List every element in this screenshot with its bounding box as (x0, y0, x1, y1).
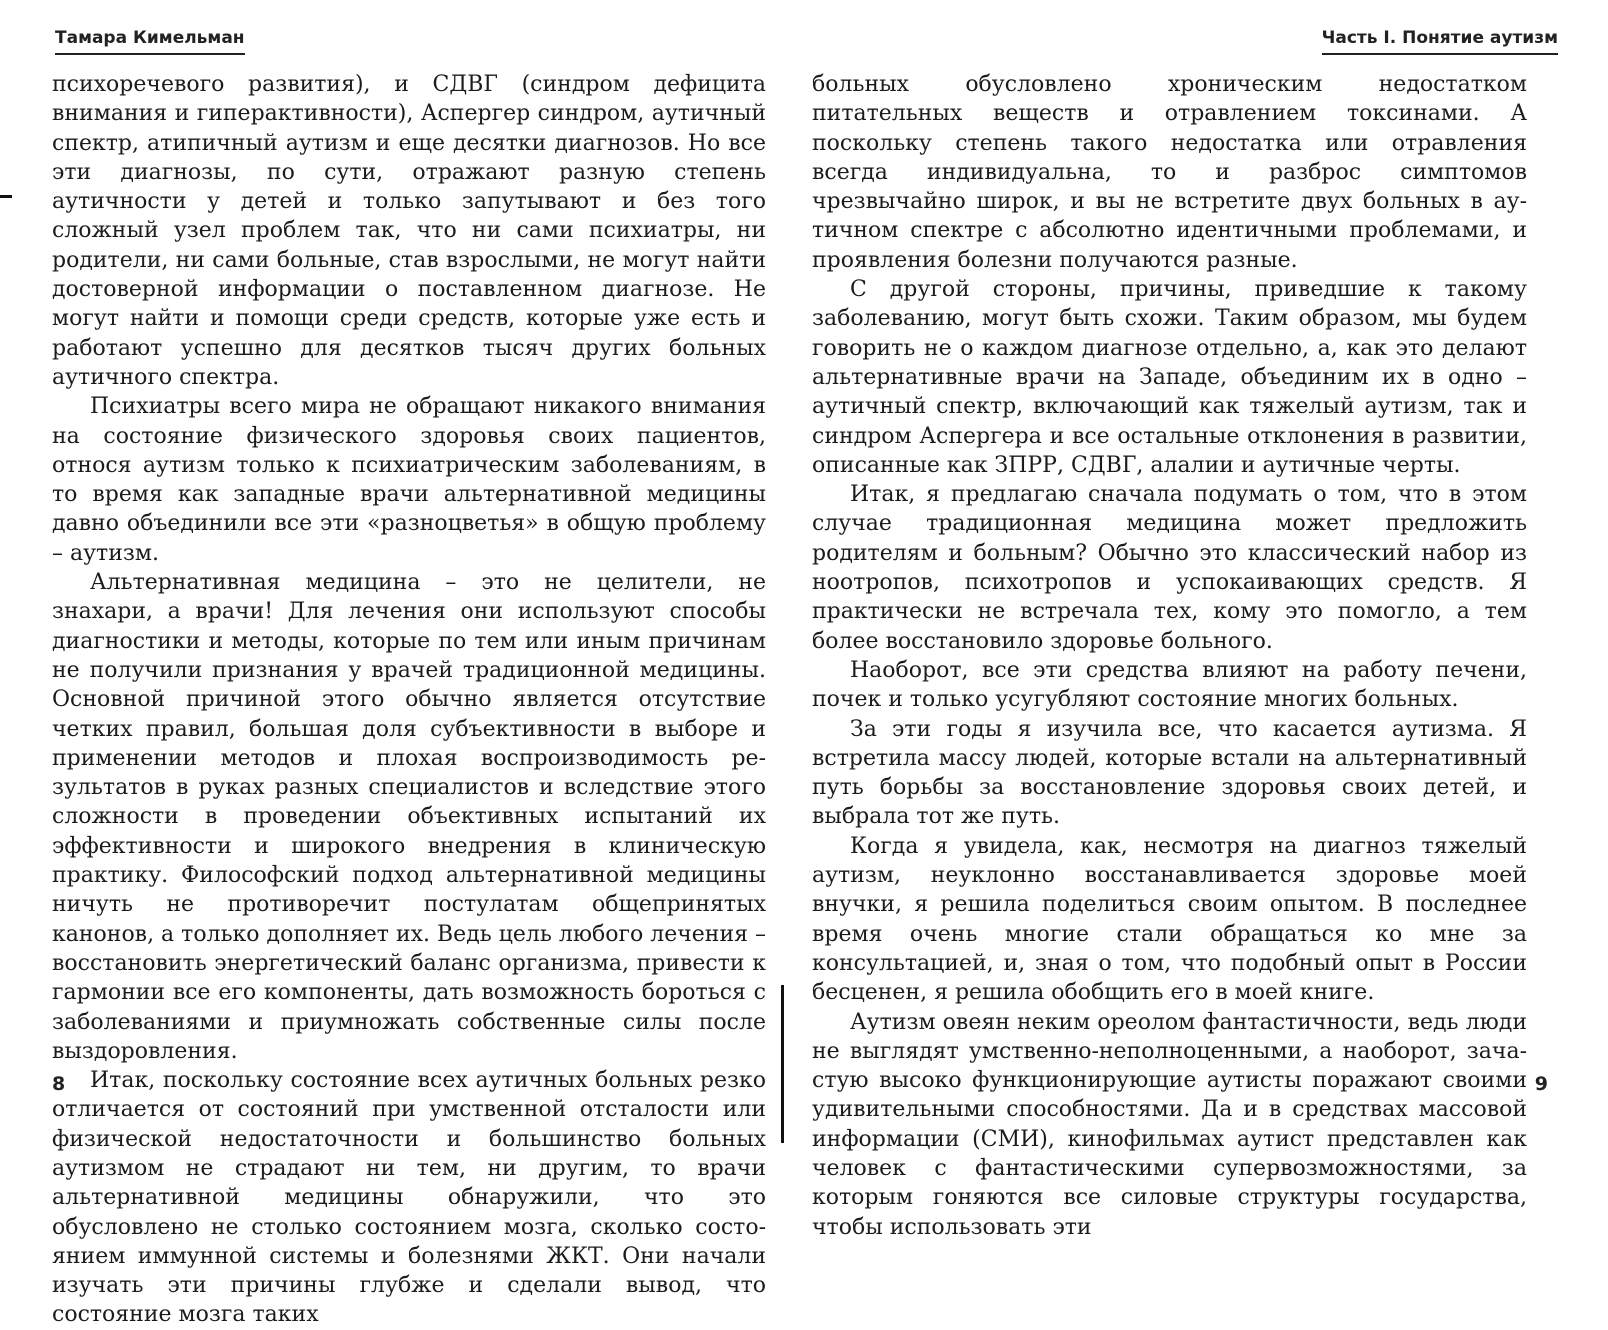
left-page (0, 0, 800, 1328)
right-page (800, 0, 1608, 1240)
paragraph: Психиатры всего мира не обращают никакого внимания на состояние физического здоровья своих пациентов, относя аутизм только к психиатрическим заболеваниям, в то время как западные врачи альтернативной медицины давно объединили все эти «разноцветья» в общую проблему – аутизм. (52, 394, 766, 566)
paragraph: Альтернативная медицина – это не целители, не знахари, а врачи! Для лечения они используют способы диагностики и методы, которые по тем или иным причинам не получили признания у врачей традиционной медицины. Основной причиной этого обычно является отсутствие четких правил, большая доля субъективности в выборе и применении методов и плохая воспроизводимость результатов в руках разных специалистов и вследствие этого сложности в проведении объективных испытаний их эффективности и широкого внедрения в клиническую практику. Философский подход альтернативной медицины ничуть не противоречит постулатам общепринятых канонов, а только дополняет их. Ведь цель любого лечения – восстановить энергетический баланс организма, привести к гармонии все его компоненты, дать возможность бороться с заболеваниями и приумножать собственные силы после выздоровления. (52, 570, 766, 1064)
paragraph: Аутизм овеян неким ореолом фантастичности, ведь люди не выглядят умственно-неполноценными, а наоборот, зачастую высоко функционирующие аутисты поражают своими удивительными способностями. Да и в средствах массовой информации (СМИ), кинофильмах аутист представлен как человек с фантастическими супервозможностями, за которым гоняются все силовые структуры государства, чтобы использовать эти (812, 1009, 1527, 1240)
paragraph: С другой стороны, причины, приведшие к такому заболеванию, могут быть схожи. Таким образом, мы будем говорить не о каждом диагнозе отдельно, а, как это делают альтернативные врачи на Западе, объединим их в одно – аутичный спектр, включающий как тяжелый аутизм, так и синдром Аспергера и все остальные отклонения в развитии, описанные как ЗПРР, СДВГ, алалии и аутичные черты. (812, 277, 1527, 478)
paragraph: психоречевого развития), и СДВГ (синдром дефицита внимания и гиперактивности), Аспергер синдром, аутичный спектр, атипичный аутизм и еще десятки диагнозов. Но все эти диагнозы, по сути, отражают разную степень аутичности у детей и только запутывают и без того сложный узел проблем так, что ни сами психиатры, ни родители, ни сами больные, став взрослыми, не могут найти достоверной информации о поставленном диагнозе. Не могут найти и помощи среди средств, которые уже есть и работают успешно для десятков тысяч других больных аутичного спектра. (52, 72, 766, 390)
right-page-body (812, 70, 1527, 1242)
paragraph: Наоборот, все эти средства влияют на работу печени, почек и только усугубляют состояние многих больных. (812, 657, 1527, 713)
left-page-body (52, 70, 766, 1330)
gutter-shadow (781, 985, 784, 1143)
paragraph: За эти годы я изучила все, что касается аутизма. Я встретила массу людей, которые встали на альтернативный путь борьбы за восстановление здоровья своих детей, и выбрала тот же путь. (812, 716, 1527, 830)
paragraph: Итак, поскольку состояние всех аутичных больных резко отличается от состояний при умственной отсталости или физической недостаточности и большинство больных аутизмом не страдают ни тем, ни другим, то врачи альтернативной медицины обнаружили, что это обусловлено не столько состоянием мозга, сколько состоянием иммунной системы и болезнями ЖКТ. Они начали изучать эти причины глубже и сделали вывод, что состояние мозга таких (52, 1068, 766, 1328)
paragraph: Когда я увидела, как, несмотря на диагноз тяжелый аутизм, неуклонно восстанавливается здоровье моей внучки, я решила поделиться своим опытом. В последнее время очень многие стали обращаться ко мне за консультацией, и, зная о том, что подобный опыт в России бесценен, я решила обобщить его в моей книге. (812, 833, 1527, 1006)
running-head-chapter: Часть I. Понятие аутизм (1322, 28, 1558, 55)
paragraph: Итак, я предлагаю сначала подумать о том, что в этом случае традиционная медицина может предложить родителям и больным? Обычно это классический набор из ноотропов, психотропов и успокаивающих средств. Я практически не встречала тех, кому это помогло, а тем более восстановило здоровье больного. (812, 482, 1527, 654)
page-number: 8 (52, 1073, 66, 1095)
page-number: 9 (1534, 1073, 1548, 1095)
paragraph: больных обусловлено хроническим недостатком питательных веществ и отравлением токсинами. А поскольку степень такого недостатка или отравления всегда индивидуальна, то и разброс симптомов чрезвычайно широк, и вы не встретите двух больных в аутичном спектре с абсолютно идентичными проблемами, и проявления болезни получаются разные. (812, 72, 1527, 273)
running-head-author: Тамара Кимельман (55, 28, 245, 55)
